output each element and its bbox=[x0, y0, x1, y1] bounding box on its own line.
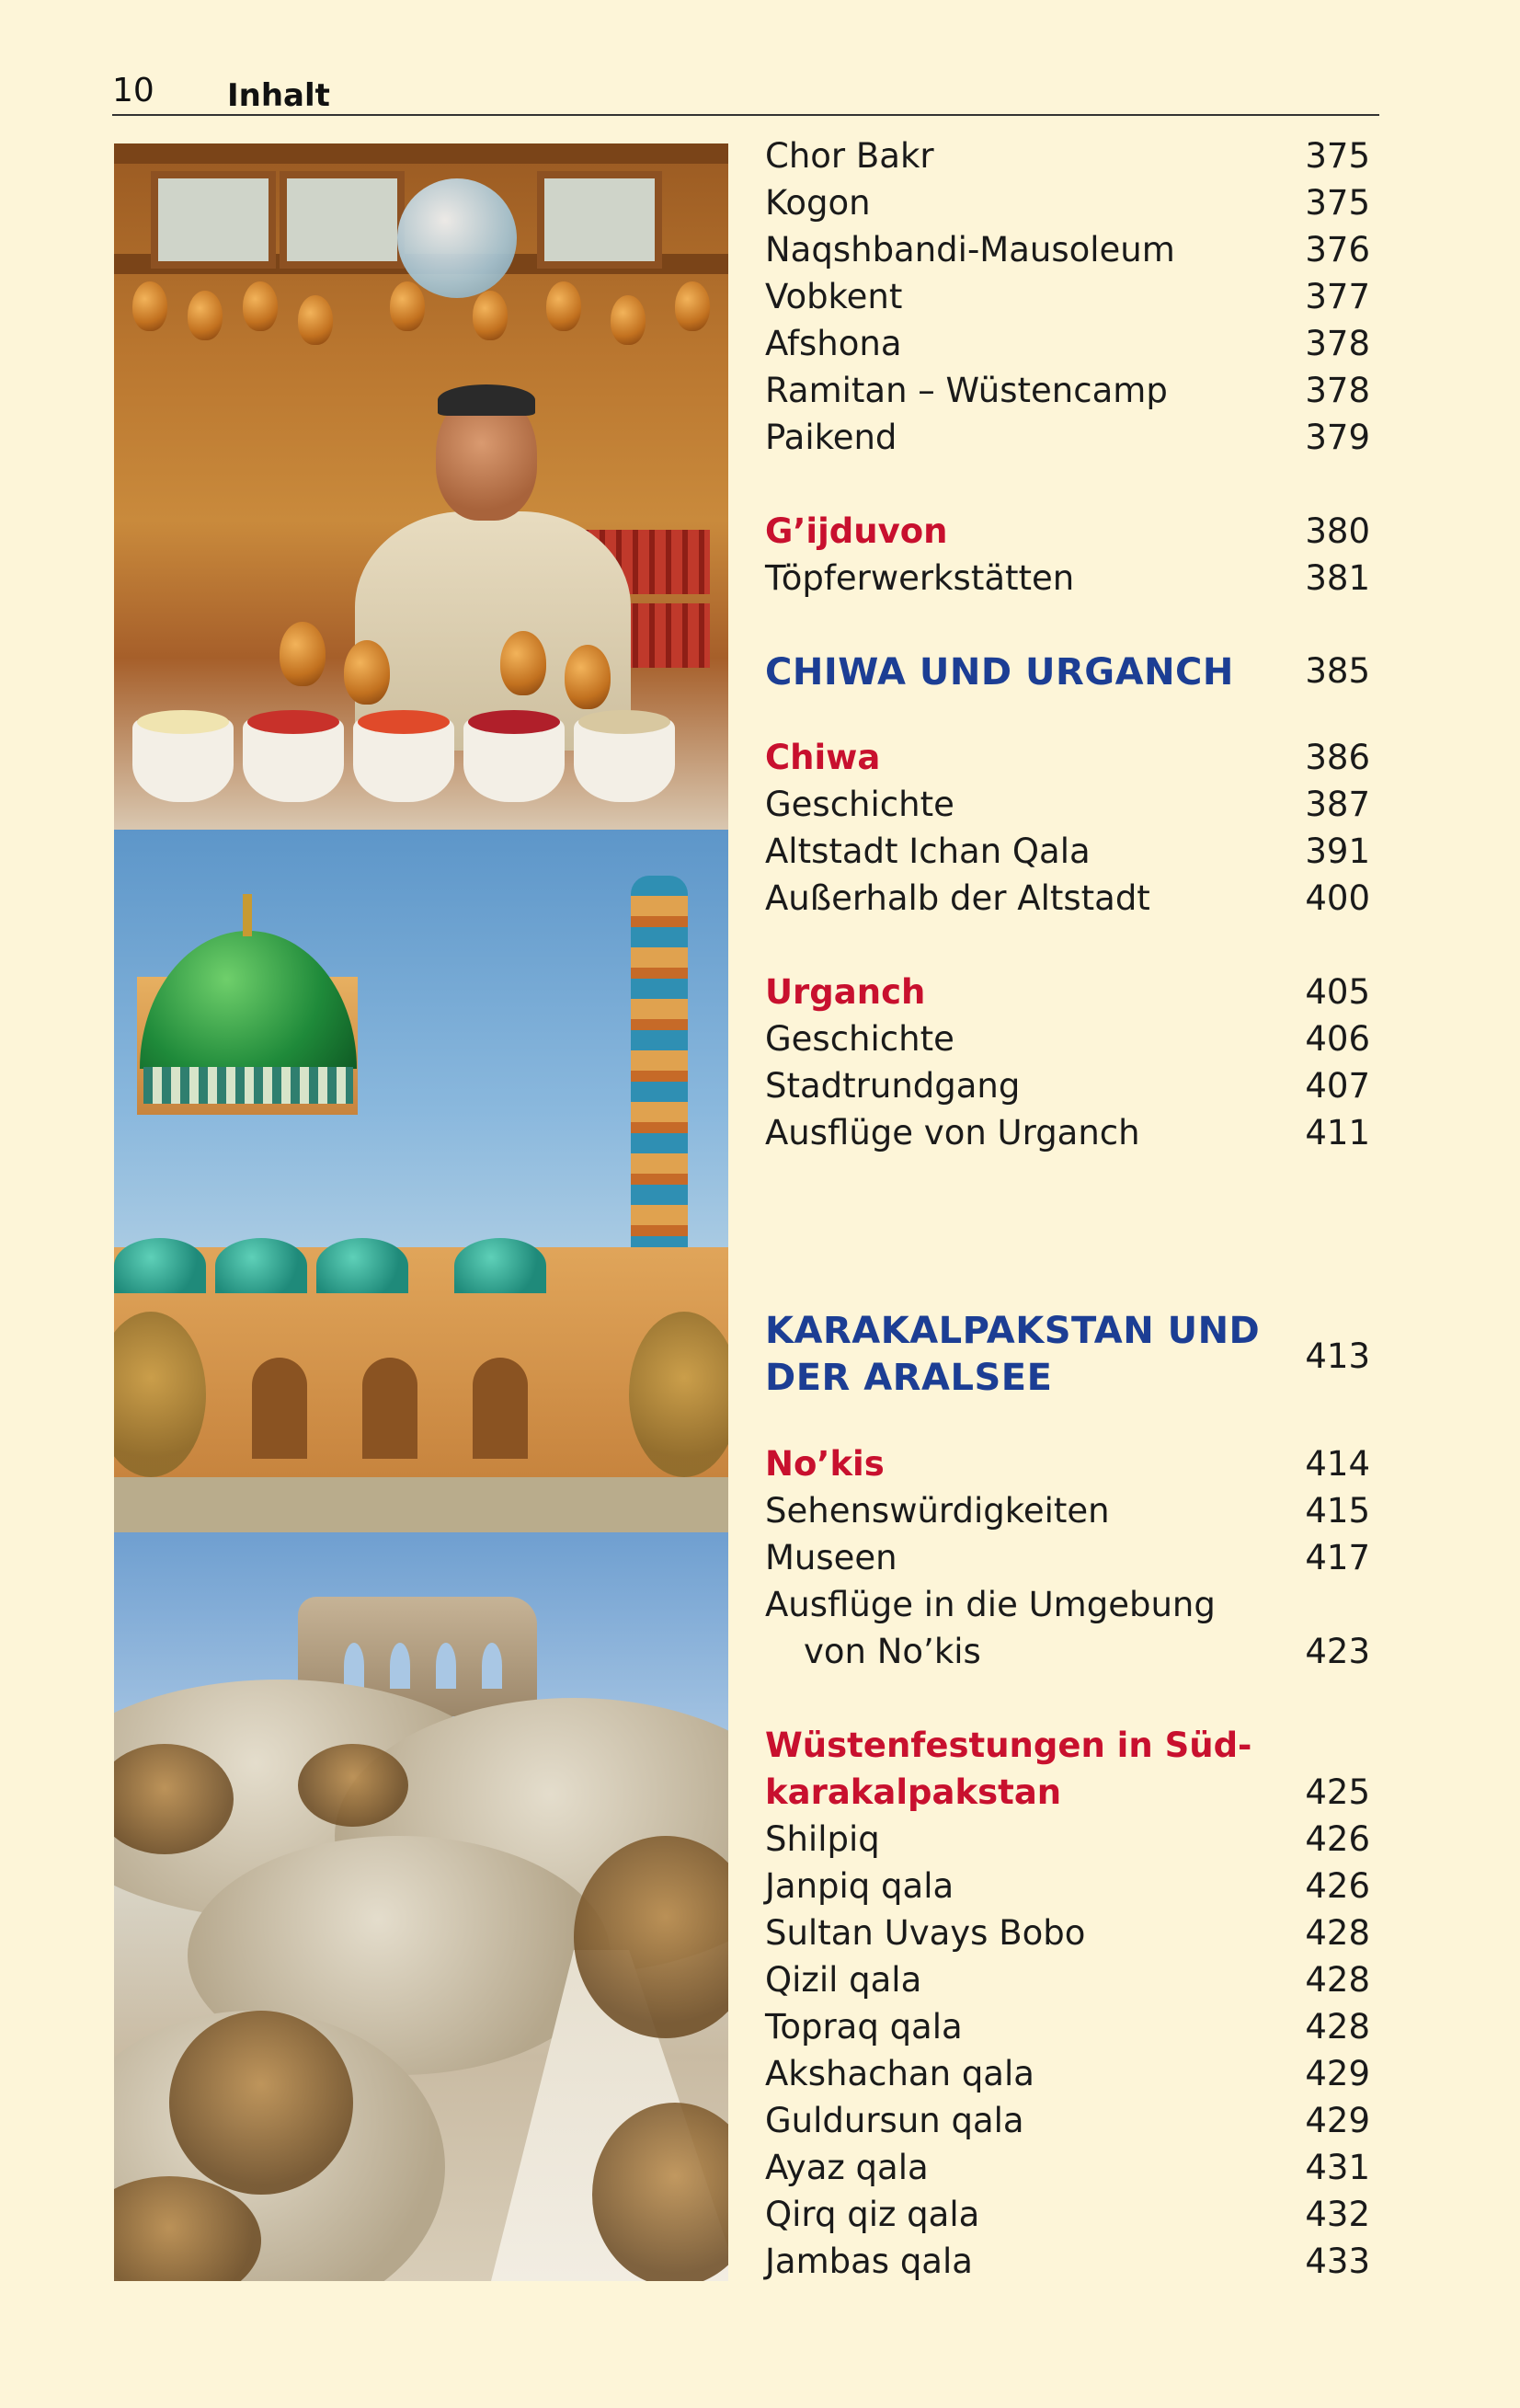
toc-title: Ayaz qala bbox=[765, 2148, 929, 2187]
toc-title: Sultan Uvays Bobo bbox=[765, 1913, 1086, 1953]
toc-entry bbox=[765, 1019, 1370, 1067]
toc-title: Paikend bbox=[765, 418, 897, 457]
toc-page-number: 426 bbox=[1305, 1866, 1370, 1906]
toc-entry bbox=[765, 1866, 1370, 1914]
toc-page-number: 380 bbox=[1305, 511, 1370, 551]
toc-page-number: 423 bbox=[1305, 1632, 1370, 1671]
section-title: Inhalt bbox=[227, 77, 330, 114]
toc-page-number: 411 bbox=[1305, 1113, 1370, 1152]
toc-page-number: 406 bbox=[1305, 1019, 1370, 1059]
toc-page-number: 400 bbox=[1305, 878, 1370, 918]
toc-page-number: 415 bbox=[1305, 1491, 1370, 1531]
toc-title: Kogon bbox=[765, 183, 871, 223]
toc-entry bbox=[765, 831, 1370, 879]
toc-title: CHIWA UND URGANCH bbox=[765, 651, 1234, 694]
toc-title: Topraq qala bbox=[765, 2007, 963, 2047]
toc-page-number: 432 bbox=[1305, 2195, 1370, 2234]
toc-page-number: 381 bbox=[1305, 558, 1370, 598]
toc-page-number: 428 bbox=[1305, 1913, 1370, 1953]
toc-entry bbox=[765, 371, 1370, 419]
toc-page-number: 375 bbox=[1305, 183, 1370, 223]
toc-title: Janpiq qala bbox=[765, 1866, 954, 1906]
toc-entry bbox=[765, 324, 1370, 372]
toc-title: Qizil qala bbox=[765, 1960, 922, 2000]
section-heading bbox=[765, 1726, 1370, 1773]
toc-title: Vobkent bbox=[765, 277, 903, 316]
toc-entry bbox=[765, 2242, 1370, 2289]
toc-page-number: 425 bbox=[1305, 1772, 1370, 1812]
toc-page-number: 428 bbox=[1305, 1960, 1370, 2000]
toc-title: G’ijduvon bbox=[765, 511, 948, 551]
toc-title: KARAKALPAKSTAN UND bbox=[765, 1310, 1261, 1352]
toc-title: Afshona bbox=[765, 324, 902, 363]
toc-entry bbox=[765, 1491, 1370, 1539]
toc-title: Chiwa bbox=[765, 738, 881, 777]
toc-title: Ausflüge von Urganch bbox=[765, 1113, 1140, 1152]
toc-entry bbox=[765, 136, 1370, 184]
toc-title: karakalpakstan bbox=[765, 1772, 1062, 1812]
toc-page-number: 376 bbox=[1305, 230, 1370, 269]
desert-fortress-photo bbox=[114, 1532, 728, 2281]
toc-title: Ramitan – Wüstencamp bbox=[765, 371, 1168, 410]
toc-title: Urganch bbox=[765, 972, 926, 1012]
page-number: 10 bbox=[112, 72, 154, 109]
toc-title: Geschichte bbox=[765, 1019, 954, 1059]
toc-page-number: 391 bbox=[1305, 831, 1370, 871]
toc-title: Sehenswürdigkeiten bbox=[765, 1491, 1110, 1531]
page-header bbox=[112, 72, 1379, 116]
section-heading bbox=[765, 738, 1370, 785]
toc-title: Altstadt Ichan Qala bbox=[765, 831, 1091, 871]
toc-entry bbox=[765, 2054, 1370, 2102]
toc-title: Töpferwerkstätten bbox=[765, 558, 1075, 598]
toc-title: Museen bbox=[765, 1538, 897, 1577]
toc-entry bbox=[765, 1632, 1370, 1680]
toc-entry bbox=[765, 230, 1370, 278]
toc-entry bbox=[765, 1538, 1370, 1586]
toc-page-number: 375 bbox=[1305, 136, 1370, 176]
toc-page-number: 413 bbox=[1305, 1336, 1370, 1376]
toc-entry bbox=[765, 2148, 1370, 2196]
toc-page-number: 433 bbox=[1305, 2242, 1370, 2281]
chapter-heading bbox=[765, 1336, 1370, 1405]
toc-page-number: 379 bbox=[1305, 418, 1370, 457]
toc-page-number: 377 bbox=[1305, 277, 1370, 316]
toc-page-number: 431 bbox=[1305, 2148, 1370, 2187]
toc-title: Ausflüge in die Umgebung bbox=[765, 1585, 1216, 1624]
toc-title: Außerhalb der Altstadt bbox=[765, 878, 1150, 918]
chapter-heading bbox=[765, 1310, 1370, 1358]
toc-entry bbox=[765, 1585, 1370, 1633]
chapter-heading bbox=[765, 651, 1370, 699]
toc-title: Naqshbandi-Mausoleum bbox=[765, 230, 1175, 269]
toc-entry bbox=[765, 2195, 1370, 2242]
toc-entry bbox=[765, 1066, 1370, 1114]
market-vendor-photo bbox=[114, 143, 728, 830]
section-heading bbox=[765, 1772, 1370, 1820]
toc-title: Jambas qala bbox=[765, 2242, 973, 2281]
toc-page-number: 428 bbox=[1305, 2007, 1370, 2047]
toc-page-number: 378 bbox=[1305, 324, 1370, 363]
toc-page-number: 407 bbox=[1305, 1066, 1370, 1106]
toc-title: Chor Bakr bbox=[765, 136, 934, 176]
toc-title: Guldursun qala bbox=[765, 2101, 1024, 2140]
photo-column bbox=[114, 143, 728, 2281]
toc-page-number: 426 bbox=[1305, 1819, 1370, 1859]
toc-title: Qirq qiz qala bbox=[765, 2195, 980, 2234]
toc-entry bbox=[765, 1913, 1370, 1961]
toc-title: Stadtrundgang bbox=[765, 1066, 1021, 1106]
toc-page-number: 417 bbox=[1305, 1538, 1370, 1577]
toc-entry bbox=[765, 418, 1370, 465]
section-heading bbox=[765, 511, 1370, 559]
toc-page-number: 386 bbox=[1305, 738, 1370, 777]
section-heading bbox=[765, 1444, 1370, 1492]
toc-title: von No’kis bbox=[804, 1632, 981, 1671]
toc-title: Geschichte bbox=[765, 785, 954, 824]
section-heading bbox=[765, 972, 1370, 1020]
toc-entry bbox=[765, 558, 1370, 606]
toc-title: DER ARALSEE bbox=[765, 1357, 1053, 1399]
toc-entry bbox=[765, 878, 1370, 926]
toc-entry bbox=[765, 785, 1370, 832]
toc-entry bbox=[765, 2101, 1370, 2149]
toc-entry bbox=[765, 183, 1370, 231]
toc-page-number: 429 bbox=[1305, 2054, 1370, 2093]
toc-page-number: 405 bbox=[1305, 972, 1370, 1012]
toc-title: Akshachan qala bbox=[765, 2054, 1034, 2093]
toc-entry bbox=[765, 2007, 1370, 2055]
toc-entry bbox=[765, 1113, 1370, 1161]
toc-page-number: 414 bbox=[1305, 1444, 1370, 1484]
toc-title: Shilpiq bbox=[765, 1819, 880, 1859]
toc-title: Wüstenfestungen in Süd- bbox=[765, 1726, 1252, 1765]
toc-title: No’kis bbox=[765, 1444, 885, 1484]
khiva-mosque-photo bbox=[114, 830, 728, 1532]
toc-page-number: 378 bbox=[1305, 371, 1370, 410]
toc-entry bbox=[765, 277, 1370, 325]
toc-page-number: 429 bbox=[1305, 2101, 1370, 2140]
toc-page-number: 387 bbox=[1305, 785, 1370, 824]
toc-entry bbox=[765, 1960, 1370, 2008]
toc-entry bbox=[765, 1819, 1370, 1867]
toc-page-number: 385 bbox=[1305, 651, 1370, 691]
